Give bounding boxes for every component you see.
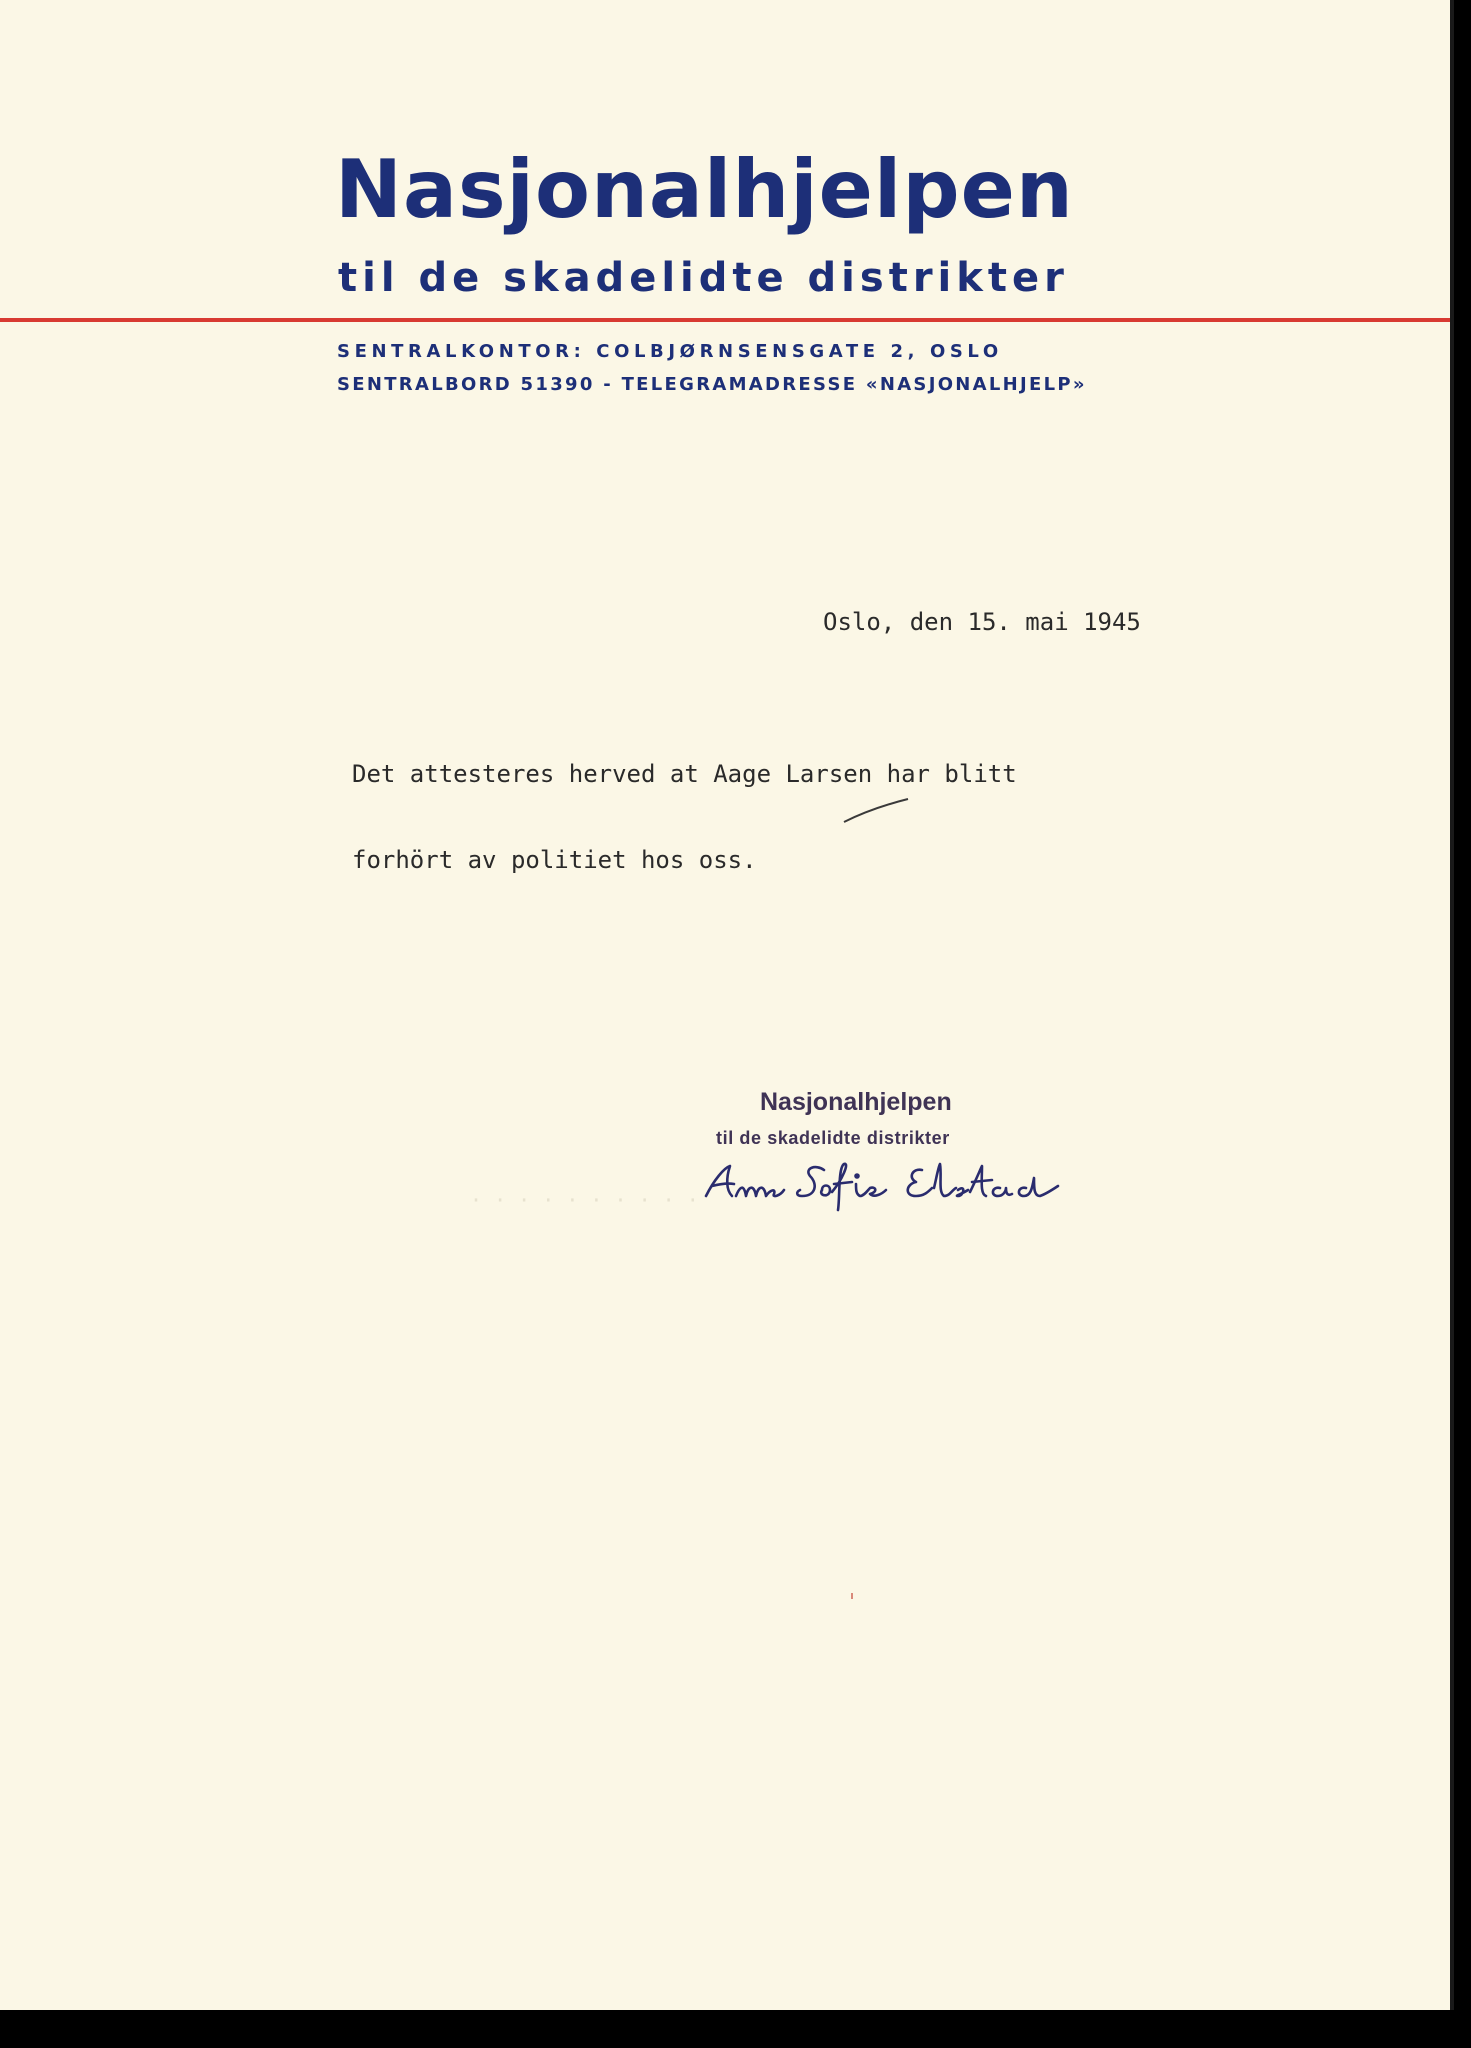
stamp-organization: Nasjonalhjelpen bbox=[760, 1088, 952, 1116]
letterhead-title: Nasjonalhjelpen bbox=[335, 143, 1074, 236]
letterhead-subtitle: til de skadelidte distrikter bbox=[338, 255, 1069, 301]
letterhead-phone-telegram: SENTRALBORD 51390 - TELEGRAMADRESSE «NASJONALHJELP» bbox=[337, 374, 1087, 395]
pen-tick-mark bbox=[842, 796, 912, 826]
letterhead-divider bbox=[0, 318, 1450, 322]
paper-speck bbox=[851, 1593, 853, 1599]
letterhead-address: SENTRALKONTOR: COLBJØRNSENSGATE 2, OSLO bbox=[337, 341, 1003, 362]
letter-date: Oslo, den 15. mai 1945 bbox=[823, 608, 1141, 636]
letter-body-line-1: Det attesteres herved at Aage Larsen har blitt bbox=[352, 760, 1017, 788]
handwritten-signature bbox=[700, 1150, 1080, 1220]
faint-typed-trace: · · · · · · · · · · bbox=[470, 1188, 699, 1212]
letter-body-line-2: forhört av politiet hos oss. bbox=[352, 846, 757, 874]
stamp-subtitle: til de skadelidte distrikter bbox=[716, 1128, 950, 1148]
